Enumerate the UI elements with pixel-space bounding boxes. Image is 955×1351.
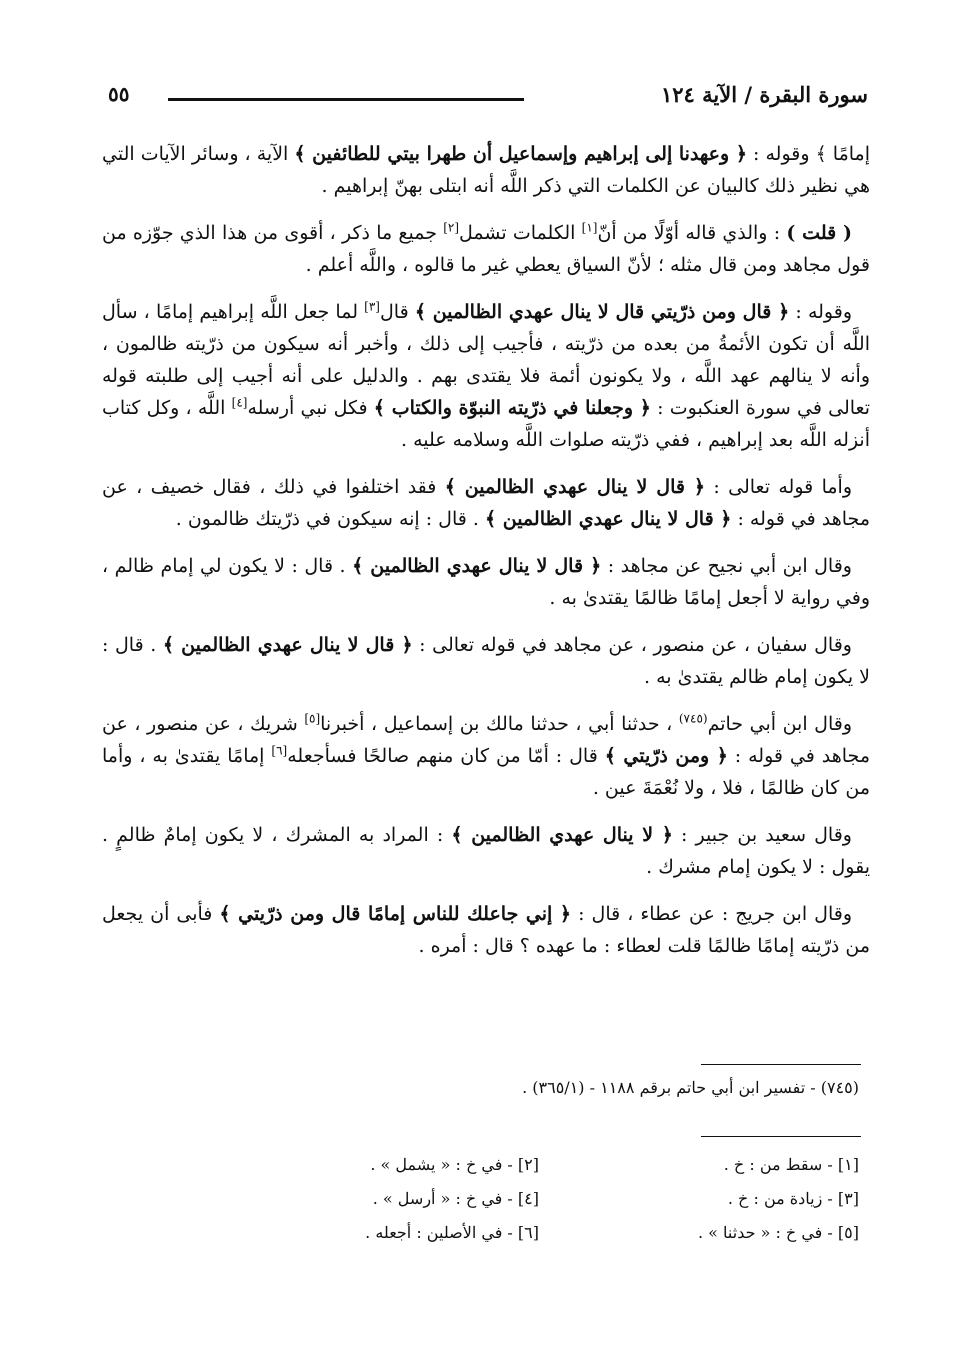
text-run: . قال : إنه سيكون في ذرّيتك ظالمون . xyxy=(175,508,485,530)
text-run: وقال سفيان ، عن منصور ، عن مجاهد في قوله تعالى : xyxy=(412,634,852,656)
footnote-2: [٢] - في خ : « يشمل » . xyxy=(370,1155,539,1174)
paragraph xyxy=(102,629,870,693)
text-run: قال : أمّا من كان منهم صالحًا فسأجعله xyxy=(287,745,605,767)
quran-quote: ﴿ قال لا ينال عهدي الظالمين ﴾ xyxy=(444,476,706,498)
paragraph xyxy=(102,296,870,456)
text-run: إمامًا ﴾ وقوله : xyxy=(746,143,871,165)
quran-quote: ( قلت ) xyxy=(786,222,852,244)
running-title: سورة البقرة / الآية ١٢٤ xyxy=(660,82,868,107)
text-run: فأبى أن يجعل من ذرّيته إمامًا ظالمًا قلت لعطاء : ما عهده ؟ قال : أمره . xyxy=(102,903,870,957)
quran-quote: ﴿ قال لا ينال عهدي الظالمين ﴾ xyxy=(162,634,413,656)
quran-quote: ﴿ وعهدنا إلى إبراهيم وإسماعيل أن طهرا بيتي للطائفين ﴾ xyxy=(294,143,747,165)
footnote-row xyxy=(219,1216,859,1250)
quran-quote: ﴿ وجعلنا في ذرّيته النبوّة والكتاب ﴾ xyxy=(373,397,651,419)
quran-quote: ﴿ ومن ذرّيتي ﴾ xyxy=(604,745,728,767)
quran-quote: ﴿ قال لا ينال عهدي الظالمين ﴾ xyxy=(352,555,602,577)
text-run: لما جعل اللَّه إبراهيم إمامًا ، سأل اللَّه أن تكون الأئمةُ من بعده من ذرّيته ، فأجيب إلى ذلك ، وأخبر أنه سيكون من ذرّيته ظالمون ، وأنه لا ينالهم عهد اللَّه ، ولا يكونون أئمة فلا يقتدى بهم . والدليل على أنه أجيب إلى طلبته قوله تعالى في سورة العنكبوت : xyxy=(102,301,870,419)
body-text xyxy=(102,138,870,977)
text-run: الكلمات تشمل xyxy=(459,222,582,244)
text-run: . قال : لا يكون لي إمام ظالم ، وفي رواية لا أجعل إمامًا ظالمًا يقتدىٰ به . xyxy=(102,555,870,609)
footnote-separator xyxy=(701,1136,861,1137)
footnote-reference: [٢] xyxy=(443,220,460,235)
quran-quote: ﴿ لا ينال عهدي الظالمين ﴾ xyxy=(451,824,673,846)
text-run: فقد اختلفوا في ذلك ، فقال خصيف ، عن مجاهد في قوله : xyxy=(102,476,870,530)
text-run: الآية ، وسائر الآيات التي هي نظير ذلك كالبيان عن الكلمات التي ذكر اللَّه أنه ابتلى بهنّ إبراهيم . xyxy=(102,143,870,197)
footnote-row xyxy=(219,1182,859,1216)
text-run: إمامًا يقتدىٰ به ، وأما من كان ظالمًا ، فلا ، ولا نُعْمَةَ عين . xyxy=(102,745,870,799)
text-run: ، حدثنا أبي ، حدثنا مالك بن إسماعيل ، أخبرنا xyxy=(320,713,679,735)
footnote-reference: [٣] xyxy=(364,299,380,314)
footnote-reference: (٧٤٥) xyxy=(678,711,708,726)
text-run: وقوله : xyxy=(789,301,852,323)
text-run: قال xyxy=(379,301,415,323)
text-run: اللَّه ، وكل كتاب أنزله اللَّه بعد إبراهيم ، ففي ذرّيته صلوات اللَّه وسلامه عليه . xyxy=(102,397,870,451)
quran-quote: ﴿ قال ومن ذرّيتي قال لا ينال عهدي الظالمين ﴾ xyxy=(414,301,790,323)
paragraph xyxy=(102,217,870,281)
footnote-row xyxy=(219,1148,859,1182)
text-run: . قال : لا يكون إمام ظالم يقتدىٰ به . xyxy=(102,634,870,688)
footnote-reference: [١] xyxy=(581,220,598,235)
text-run: وقال ابن أبي نجيح عن مجاهد : xyxy=(601,555,852,577)
source-note: (٧٤٥) - تفسير ابن أبي حاتم برقم ١١٨٨ - (٣٦٥/١) . xyxy=(522,1078,859,1097)
text-run: : المراد به المشرك ، لا يكون إمامٌ ظالمٍ . يقول : لا يكون إمام مشرك . xyxy=(102,824,870,878)
paragraph xyxy=(102,898,870,962)
quran-quote: ﴿ قال لا ينال عهدي الظالمين ﴾ xyxy=(484,508,732,530)
text-run: وأما قوله تعالى : xyxy=(705,476,852,498)
text-run: وقال ابن أبي حاتم xyxy=(707,713,853,735)
text-run: وقال ابن جريج : عن عطاء ، قال : xyxy=(571,903,852,925)
page-number: ٥٥ xyxy=(108,82,130,106)
text-run: : والذي قاله أوّلًا من أنّ xyxy=(597,222,787,244)
header-rule xyxy=(168,98,524,101)
footnote-reference: [٥] xyxy=(304,711,321,726)
quran-quote: ﴿ إني جاعلك للناس إمامًا قال ومن ذرّيتي ﴾ xyxy=(219,903,572,925)
footnotes xyxy=(219,1148,859,1250)
footnote-1: [١] - سقط من : خ . xyxy=(723,1155,859,1174)
paragraph xyxy=(102,471,870,535)
footnote-5: [٥] - في خ : « حدثنا » . xyxy=(698,1223,859,1242)
paragraph xyxy=(102,138,870,202)
text-run: وقال سعيد بن جبير : xyxy=(672,824,852,846)
paragraph xyxy=(102,550,870,614)
paragraph xyxy=(102,819,870,883)
text-run: جميع ما ذكر ، أقوى من هذا الذي جوّزه من قول مجاهد ومن قال مثله ؛ لأنّ السياق يعطي غير ما قالوه ، واللَّه أعلم . xyxy=(102,222,870,276)
footnote-4: [٤] - في خ : « أرسل » . xyxy=(372,1189,539,1208)
running-header xyxy=(108,78,868,118)
paragraph xyxy=(102,708,870,804)
text-run: فكل نبي أرسله xyxy=(247,397,374,419)
footnote-reference: [٦] xyxy=(271,743,288,758)
source-note-separator xyxy=(701,1064,861,1065)
footnote-6: [٦] - في الأصلين : أجعله . xyxy=(365,1223,539,1242)
text-run: شريك ، عن منصور ، عن مجاهد في قوله : xyxy=(102,713,870,767)
footnote-3: [٣] - زيادة من : خ . xyxy=(727,1189,859,1208)
footnote-reference: [٤] xyxy=(231,395,248,410)
